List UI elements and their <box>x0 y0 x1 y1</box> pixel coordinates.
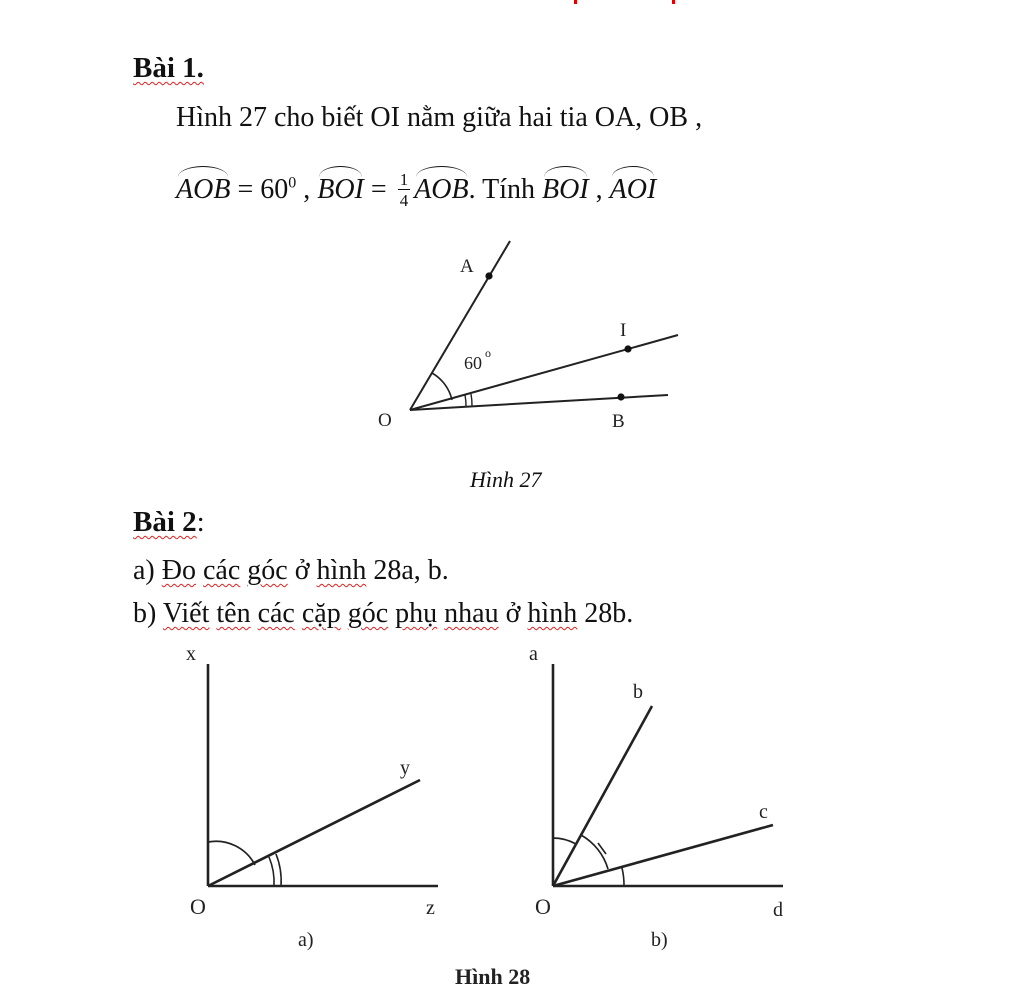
item-b-w9: hình <box>527 598 578 629</box>
item-b-rest: 28b. <box>577 598 634 629</box>
ray-ob <box>410 395 668 410</box>
arc-yoz-1 <box>269 857 274 886</box>
label-o: O <box>378 410 392 431</box>
item-a-prefix: a) <box>133 555 162 586</box>
item-b-w4: cặp <box>301 598 341 629</box>
caption-hinh-28-clipped: Hình 28 <box>455 964 531 989</box>
item-b-w7: nhau <box>444 598 499 629</box>
caption-28b: b) <box>651 929 668 951</box>
label-y: y <box>400 757 410 779</box>
angle-60-label: 60 <box>464 353 482 373</box>
arc-boi-2 <box>471 394 472 406</box>
item-b-w2: tên <box>216 598 251 629</box>
label-x: x <box>186 643 196 665</box>
arc-xoy <box>208 841 255 865</box>
arc-yoz-2 <box>276 854 281 886</box>
item-a-w2: các <box>203 555 241 586</box>
ray-oy <box>208 780 420 886</box>
point-b <box>617 393 624 400</box>
caption-28a: a) <box>298 929 314 951</box>
eq-sign: = <box>363 174 394 205</box>
angle-aoi: AOI <box>610 168 657 206</box>
item-b-w5: góc <box>347 598 389 629</box>
red-mark-right <box>672 0 675 4</box>
item-a-rest: 28a, b. <box>366 555 449 586</box>
point-a <box>485 272 492 279</box>
comma1: , <box>296 174 318 205</box>
bai1-title <box>133 52 204 85</box>
figure-27 <box>360 235 690 435</box>
ray-oc <box>553 825 773 886</box>
bai2-title-text: Bài 2 <box>133 506 197 538</box>
arc-aob <box>553 838 576 844</box>
item-b-w8: ở <box>505 598 521 629</box>
label-a-28b: a <box>529 643 538 665</box>
ray-ob-28b <box>553 706 652 886</box>
label-o-28b: O <box>535 894 551 919</box>
label-b-28b: b <box>633 681 643 703</box>
bai1-title-text: Bài 1. <box>133 52 204 84</box>
item-a-w4: ở <box>294 555 310 586</box>
angle-60-deg: o <box>485 346 491 360</box>
item-a-w3: góc <box>247 555 288 586</box>
item-b-w1: Viết <box>162 598 210 629</box>
arc-aob <box>432 373 452 400</box>
fraction-den: 4 <box>399 190 409 210</box>
item-b-w6: phụ <box>395 598 438 629</box>
label-i: I <box>620 320 627 341</box>
fraction-num: 1 <box>399 169 409 189</box>
angle-aob-2: AOB <box>414 168 468 206</box>
figure-28b <box>515 640 815 960</box>
bai2-title-colon: : <box>196 506 205 538</box>
label-z: z <box>426 897 435 919</box>
point-i <box>624 345 631 352</box>
label-o-28a: O <box>190 894 206 919</box>
red-mark-left <box>574 0 577 4</box>
bai1-math-line <box>176 168 656 211</box>
item-b-prefix: b) <box>133 598 163 629</box>
angle-aob: AOB <box>176 168 230 206</box>
item-b-w3: các <box>257 598 295 629</box>
caption-hinh-27: Hình 27 <box>470 467 542 492</box>
bai1-line1: Hình 27 cho biết OI nằm giữa hai tia OA, OB , <box>176 102 703 133</box>
item-a-w1: Đo <box>161 555 196 586</box>
angle-boi: BOI <box>317 168 364 206</box>
label-c: c <box>759 801 768 823</box>
figure-28a <box>170 640 460 960</box>
arc-boi-1 <box>465 395 466 407</box>
bai2-title <box>133 506 205 539</box>
arc-cod <box>622 868 624 886</box>
item-a-w5: hình <box>316 555 367 586</box>
bai2-item-b <box>133 598 633 630</box>
bai2-item-a <box>133 555 449 587</box>
label-a: A <box>460 256 474 277</box>
deg-sup: 0 <box>288 174 297 192</box>
fraction-one-quarter <box>398 171 411 209</box>
tinh-text: . Tính <box>468 174 543 205</box>
comma2: , <box>588 174 610 205</box>
angle-boi-2: BOI <box>542 168 589 206</box>
label-b: B <box>612 411 625 432</box>
eq60: = 60 <box>230 174 289 205</box>
ray-oi <box>410 335 678 410</box>
label-d: d <box>773 899 783 921</box>
